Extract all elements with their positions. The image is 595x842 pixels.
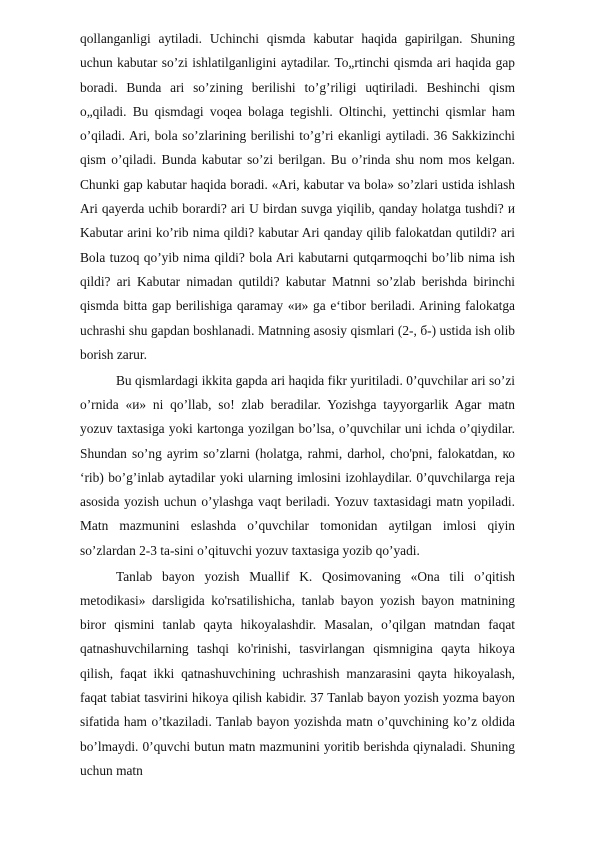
document-body: [80, 27, 515, 785]
paragraph-1: qollanganligi aytiladi. Uchinchi qismda kabutar haqida gapirilgan. Shuning uchun kabutar so’zi ishlatilganligini aytadilar. To„rtinchi qismda ari haqida gap boradi. Bunda ari so’zining berilishi to’g’riligi uqtiriladi. Beshinchi qism o„qiladi. Bu qismdagi voqea bolaga tegishli. Oltinchi, yettinchi qismlar ham o’qiladi. Ari, bola so’zlarining berilishi to’g’ri ekanligi aytiladi. 36 Sakkizinchi qism o’qiladi. Bunda kabutar so’zi berilgan. Bu o’rinda shu nom mos kelgan. Chunki gap kabutar haqida boradi. «Ari, kabutar va bola» so’zlari ustida ishlash Ari qayerda uchib borardi? ari U birdan suvga yiqilib, qanday holatga tushdi? и Kabutar arini ko’rib nima qildi? kabutar Ari qanday qilib falokatdan qutildi? ari Bola tuzoq qo’yib nima qildi? bola Ari kabutarni qutqarmoqchi bo’lib nima ish qildi? ari Kabutar nimadan qutildi? kabutar Matnni so’zlab berishda birinchi qismda bitta gap berilishiga qaramay «и» ga e‘tibor beriladi. Arining falokatga uchrashi shu gapdan boshlanadi. Matnning asosiy qismlari (2-, б-) ustida ish olib borish zarur.: [80, 31, 515, 362]
paragraph-3: Tanlab bayon yozish Muallif K. Qosimovaning «Ona tili o’qitish metodikasi» darsligida ko'rsatilishicha, tanlab bayon yozish bayon matnining biror qismini tanlab qayta hikoyalashdir. Masalan, o’qilgan matndan faqat qatnashuvchilarning tashqi ko'rinishi, tasvirlangan qismnigina qayta hikoya qilish, faqat ikki qatnashuvchining uchrashish manzarasini qayta hikoyalash, faqat tabiat tasvirini hikoya qilish kabidir. 37 Tanlab bayon yozish yozma bayon sifatida ham o’tkaziladi. Tanlab bayon yozishda matn o’quvchining ko’z oldida bo’lmaydi. 0’quvchi butun matn mazmunini yoritib berishda qiynaladi. Shuning uchun matn: [80, 568, 515, 778]
paragraph-2: Bu qismlardagi ikkita gapda ari haqida fikr yuritiladi. 0’quvchilar ari so’zi o’rnida «и» ni qo’llab, so! zlab beradilar. Yozishga tayyorgarlik Agar matn yozuv taxtasiga yoki kartonga yozilgan bo’lsa, o’quvchilar uni ichda o’qiydilar. Shundan so’ng ayrim so’zlarni (holatga, rahmi, darhol, cho'pni, falokatdan, ко ‘rib) bo’g’inlab aytadilar yoki ularning imlosini izohlaydilar. 0’quvchilarga reja asosida yozish uchun o’ylashga vaqt beriladi. Yozuv taxtasidagi matn yopiladi. Matn mazmunini eslashda o’quvchilar tomonidan aytilgan imlosi qiyin so’zlardan 2-3 ta-sini o’qituvchi yozuv taxtasiga yozib qo’yadi.: [80, 372, 515, 558]
